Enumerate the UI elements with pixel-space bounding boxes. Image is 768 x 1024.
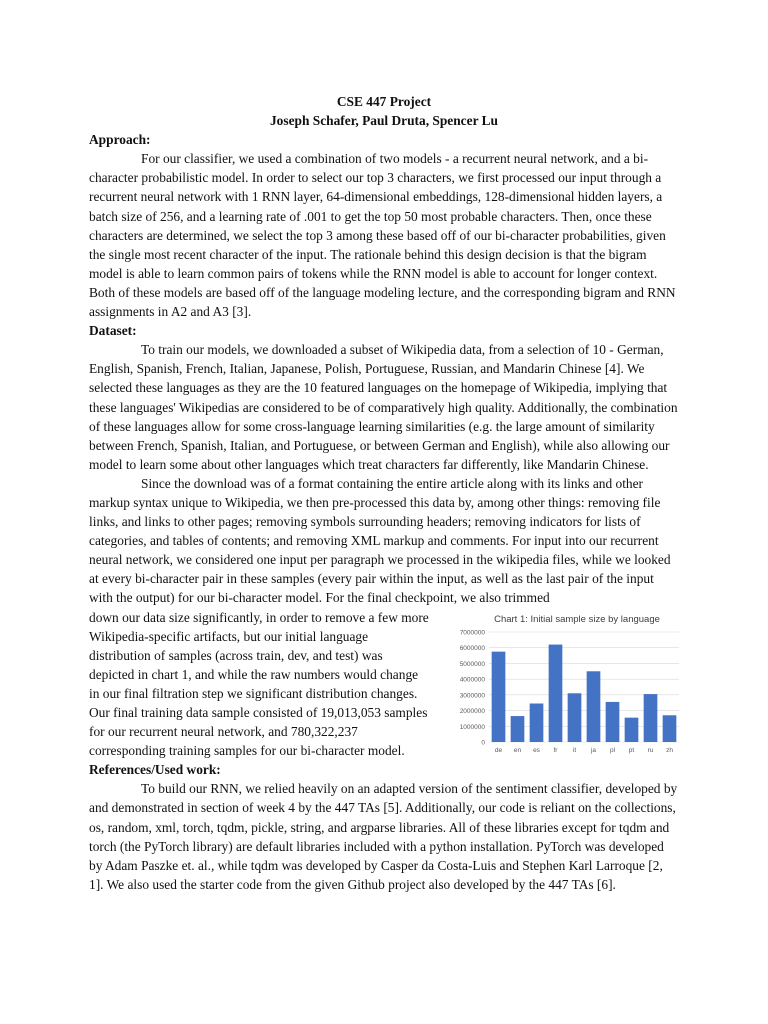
- x-tick-label: pl: [609, 746, 616, 754]
- wrap-line: depicted in chart 1, and while the raw numbers would change: [89, 666, 419, 682]
- bar-ru: [644, 694, 658, 742]
- bar-it: [568, 693, 582, 742]
- y-tick-label: 3000000: [459, 691, 485, 699]
- y-tick-label: 1000000: [459, 723, 485, 731]
- x-tick-label: fr: [553, 746, 558, 754]
- document: [89, 92, 679, 894]
- paper-authors: Joseph Schafer, Paul Druta, Spencer Lu: [269, 113, 499, 129]
- x-tick-label: ru: [647, 746, 654, 754]
- x-tick-label: en: [513, 746, 522, 754]
- bar-de: [492, 651, 506, 741]
- chart-title: Chart 1: Initial sample size by language: [494, 613, 660, 625]
- x-tick-label: it: [572, 746, 577, 754]
- y-tick-label: 5000000: [459, 660, 485, 668]
- references-heading: References/Used work:: [89, 762, 221, 778]
- bar-en: [511, 716, 525, 742]
- x-tick-label: pt: [628, 746, 635, 754]
- y-tick-label: 4000000: [459, 676, 485, 684]
- dataset-heading: Dataset:: [89, 323, 137, 339]
- x-tick-label: zh: [666, 746, 673, 754]
- wrap-line: down our data size significantly, in order to remove a few more: [89, 609, 429, 625]
- wrap-line: Wikipedia-specific artifacts, but our initial language: [89, 628, 369, 644]
- chart-svg: [443, 610, 683, 760]
- wrap-line: distribution of samples (across train, dev, and test) was: [89, 647, 383, 663]
- bar-pl: [606, 701, 620, 741]
- wrap-line: in our final filtration step we significant distribution changes.: [89, 685, 418, 701]
- bar-es: [530, 703, 544, 742]
- dataset-paragraph-2: Since the download was of a format containing the entire article along with its links and other markup syntax unique to Wikipedia, we then pre-processed this data by, among other things: removing file links, and links to other pages; removing symbols surrounding headers; removing indicators for lists of categories, and tables of contents; and removing XML markup and comments. For input into our recurrent neural network, we considered one input per paragraph we processed in the wikipedia files, while we looked at every bi-character pair in these samples (every pair within the input, as well as the last pair of the input with the output) for our bi-character model. For the final checkpoint, we also trimmed: [89, 475, 671, 606]
- wrap-line: corresponding training samples for our bi-character model.: [89, 743, 405, 759]
- x-tick-label: es: [533, 746, 540, 754]
- bar-pt: [625, 717, 639, 741]
- wrap-line: Our final training data sample consisted of 19,013,053 samples: [89, 705, 428, 720]
- sample-size-chart: [443, 610, 683, 760]
- y-tick-label: 6000000: [459, 644, 485, 652]
- bar-fr: [549, 644, 563, 741]
- approach-paragraph: For our classifier, we used a combination of two models - a recurrent neural network, and a bi-character probabilistic model. In order to select our top 3 characters, we first processed our input through a recurrent neural network with 1 RNN layer, 64-dimensional embeddings, 128-dimensional hidden layers, a batch size of 256, and a learning rate of .001 to get the top 50 most probable characters. Then, once these characters are determined, we select the top 3 among these based off of our bi-character probabilities, given the single most recent character of the input. The rationale behind this design decision is that the bigram model is able to learn common pairs of tokens while the RNN model is able to account for longer context. Both of these models are based off of the language modeling lecture, and the corresponding bigram and RNN assignments in A2 and A3 [3].: [89, 151, 676, 320]
- y-tick-label: 7000000: [459, 629, 485, 637]
- y-tick-label: 0: [481, 739, 485, 747]
- y-tick-label: 2000000: [459, 707, 485, 715]
- dataset-paragraph-1: To train our models, we downloaded a subset of Wikipedia data, from a selection of 10 - German, English, Spanish, French, Italian, Japanese, Polish, Portuguese, Russian, and Mandarin Chinese [4]. We selected these languages as they are the 10 featured languages on the homepage of Wikipedia, implying that these languages' Wikipedias are considered to be of comparatively high quality. Additionally, the combination of these languages allow for some cross-language learning similarities (e.g. the large amount of similarity between French, Spanish, Italian, and Portuguese, or between German and English), while also allowing our model to learn some about other languages which treat characters far differently, like Mandarin Chinese.: [89, 342, 678, 472]
- x-tick-label: ja: [590, 746, 597, 754]
- wrap-line: for our recurrent neural network, and 780,322,237: [89, 724, 358, 740]
- bar-zh: [663, 715, 677, 742]
- chart-wrap-block: [89, 608, 679, 761]
- references-paragraph: To build our RNN, we relied heavily on an adapted version of the sentiment classifier, developed by and demonstrated in section of week 4 by the 447 TAs [5]. Additionally, our code is reliant on the collections, os, random, xml, torch, tqdm, pickle, string, and argparse libraries. All of these libraries except for tqdm and torch (the PyTorch library) are default libraries included with a python installation. PyTorch was developed by Adam Paszke et. al., while tqdm was developed by Casper da Costa-Luis and Stephen Karl Larroque [2, 1]. We also used the starter code from the given Github project also developed by the 447 TAs [6].: [89, 781, 678, 892]
- paper-title: CSE 447 Project: [336, 94, 432, 109]
- approach-heading: Approach:: [89, 132, 151, 148]
- bar-ja: [587, 671, 601, 742]
- x-tick-label: de: [494, 746, 503, 754]
